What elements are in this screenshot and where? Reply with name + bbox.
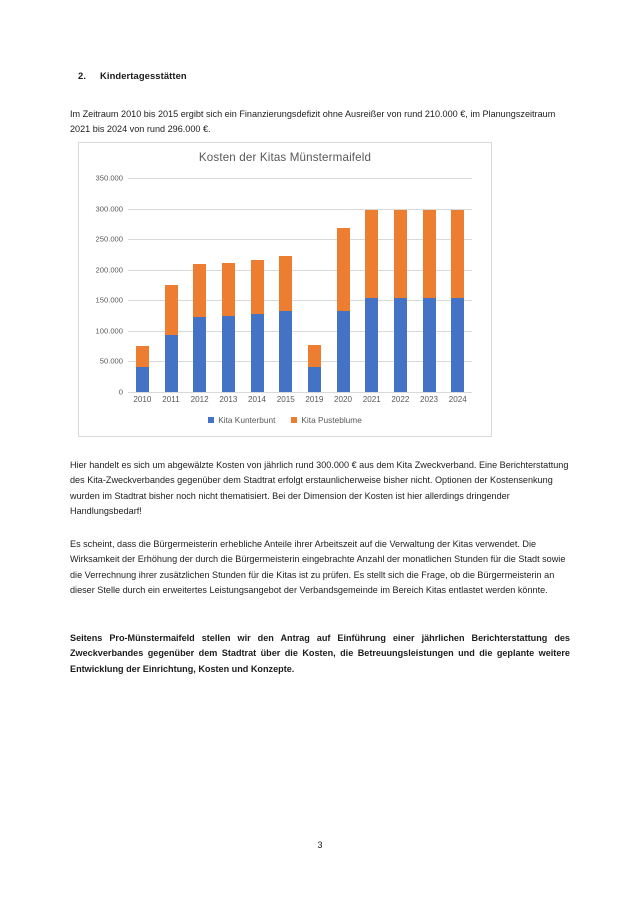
chart-bars	[128, 178, 472, 392]
x-axis-tick-label: 2019	[305, 395, 324, 404]
bar-segment-kita-pusteblume	[423, 210, 436, 299]
stacked-bar	[193, 264, 206, 392]
chart-bar-column	[214, 178, 243, 392]
x-axis-tick-label: 2010	[133, 395, 152, 404]
y-axis-tick-label: 100.000	[95, 326, 123, 336]
stacked-bar	[251, 260, 264, 392]
chart-bar-column	[300, 178, 329, 392]
bar-segment-kita-kunterbunt	[365, 298, 378, 392]
bar-segment-kita-pusteblume	[365, 210, 378, 299]
chart-kosten-der-kitas	[78, 142, 492, 437]
bar-segment-kita-pusteblume	[451, 210, 464, 298]
paragraph-after-chart-2: Es scheint, dass die Bürgermeisterin erhebliche Anteile ihrer Arbeitszeit auf die Verwaltung der Kitas verwendet. Die Wirksamkeit der Erhöhung der durch die Bürgermeisterin eingebrachte Anzahl der monatlichen Stunden für die Stadt sowie die Verrechnung ihrer zusätzlichen Stunden für die Kitas ist zu prüfen. Es stellt sich die Frage, ob die Bürgermeisterin an dieser Stelle durch ein erweitertes Leistungsangebot der Verbandsgemeinde im Bereich Kitas entlastet werden könnte.	[70, 539, 566, 595]
x-axis-tick-label: 2015	[276, 395, 295, 404]
stacked-bar	[165, 285, 178, 392]
legend-label: Kita Pusteblume	[301, 415, 362, 425]
y-axis-tick-label: 50.000	[99, 356, 123, 366]
stacked-bar	[451, 210, 464, 392]
gridline	[118, 387, 472, 397]
bar-segment-kita-pusteblume	[193, 264, 206, 317]
x-axis-tick-label: 2014	[248, 395, 267, 404]
legend-swatch-icon	[208, 417, 214, 423]
bar-segment-kita-kunterbunt	[251, 314, 264, 392]
stacked-bar	[337, 228, 350, 392]
y-axis-tick-label: 250.000	[95, 234, 123, 244]
chart-bar-column	[357, 178, 386, 392]
chart-bar-column	[243, 178, 272, 392]
y-axis-tick-label: 150.000	[95, 295, 123, 305]
chart-bar-column	[128, 178, 157, 392]
chart-x-axis-labels	[128, 395, 472, 404]
x-axis-tick-label: 2024	[448, 395, 467, 404]
x-axis-tick-label: 2011	[162, 395, 180, 404]
x-axis-tick-label: 2023	[420, 395, 439, 404]
bar-segment-kita-pusteblume	[279, 256, 292, 311]
stacked-bar	[222, 263, 235, 392]
bar-segment-kita-kunterbunt	[394, 298, 407, 392]
legend-label: Kita Kunterbunt	[218, 415, 276, 425]
bar-segment-kita-pusteblume	[165, 285, 178, 335]
heading-number: 2.	[78, 70, 87, 81]
chart-bar-column	[443, 178, 472, 392]
x-axis-tick-label: 2020	[334, 395, 353, 404]
bar-segment-kita-pusteblume	[394, 210, 407, 299]
y-axis-tick-label: 300.000	[95, 204, 123, 214]
chart-bar-column	[157, 178, 186, 392]
page-title: Kindertagesstätten	[100, 70, 187, 81]
bar-segment-kita-kunterbunt	[308, 367, 321, 392]
stacked-bar	[308, 345, 321, 392]
stacked-bar	[136, 346, 149, 392]
y-axis-tick-label: 200.000	[95, 265, 123, 275]
y-axis-tick-label: 350.000	[95, 173, 123, 183]
bar-segment-kita-pusteblume	[308, 345, 321, 367]
chart-bar-column	[271, 178, 300, 392]
bar-segment-kita-kunterbunt	[165, 335, 178, 392]
chart-bar-column	[185, 178, 214, 392]
bar-segment-kita-pusteblume	[337, 228, 350, 311]
stacked-bar	[279, 256, 292, 392]
y-axis-tick-label: 0	[118, 387, 123, 397]
bar-segment-kita-pusteblume	[251, 260, 264, 314]
chart-bar-column	[386, 178, 415, 392]
bar-segment-kita-pusteblume	[222, 263, 235, 316]
bar-segment-kita-kunterbunt	[423, 298, 436, 392]
paragraph-antrag: Seitens Pro-Münstermaifeld stellen wir den Antrag auf Einführung einer jährlichen Berichterstattung des Zweckverbandes gegenüber dem Stadtrat über die Kosten, die Betreuungsleistungen und die geplante weitere Entwicklung der Einrichtung, Kosten und Konzepte.	[70, 633, 570, 674]
bar-segment-kita-kunterbunt	[193, 317, 206, 392]
bar-segment-kita-kunterbunt	[222, 316, 235, 392]
paragraph-after-chart-1: Hier handelt es sich um abgewälzte Kosten von jährlich rund 300.000 € aus dem Kita Zweckverband. Eine Berichterstattung des Kita-Zweckverbandes gegenüber dem Stadtrat erfolgt erstaunlicherweise bisher nicht. Optionen der Kostensenkung wurden im Stadtrat bisher noch nicht thematisiert. Bei der Dimension der Kosten ist hier allerdings dringender Handlungsbedarf!	[70, 460, 569, 516]
chart-title: Kosten der Kitas Münstermaifeld	[198, 151, 372, 164]
bar-segment-kita-kunterbunt	[337, 311, 350, 392]
x-axis-tick-label: 2012	[190, 395, 209, 404]
legend-item	[291, 415, 361, 425]
chart-legend	[79, 415, 491, 425]
legend-item	[208, 415, 275, 425]
x-axis-tick-label: 2013	[219, 395, 238, 404]
paragraph-intro: Im Zeitraum 2010 bis 2015 ergibt sich ein Finanzierungsdefizit ohne Ausreißer von rund 210.000 €, im Planungszeitraum 2021 bis 2024 von rund 296.000 €.	[70, 109, 556, 135]
page-number: 3	[317, 840, 323, 850]
bar-segment-kita-kunterbunt	[279, 311, 292, 392]
section-heading	[78, 70, 568, 81]
stacked-bar	[365, 210, 378, 392]
x-axis-tick-label: 2021	[362, 395, 381, 404]
bar-segment-kita-kunterbunt	[451, 298, 464, 392]
chart-bar-column	[415, 178, 444, 392]
bar-segment-kita-pusteblume	[136, 346, 149, 367]
stacked-bar	[394, 210, 407, 392]
chart-bar-column	[329, 178, 358, 392]
bar-segment-kita-kunterbunt	[136, 367, 149, 392]
x-axis-tick-label: 2022	[391, 395, 410, 404]
legend-swatch-icon	[291, 417, 297, 423]
chart-plot-area	[95, 173, 472, 397]
stacked-bar	[423, 210, 436, 392]
